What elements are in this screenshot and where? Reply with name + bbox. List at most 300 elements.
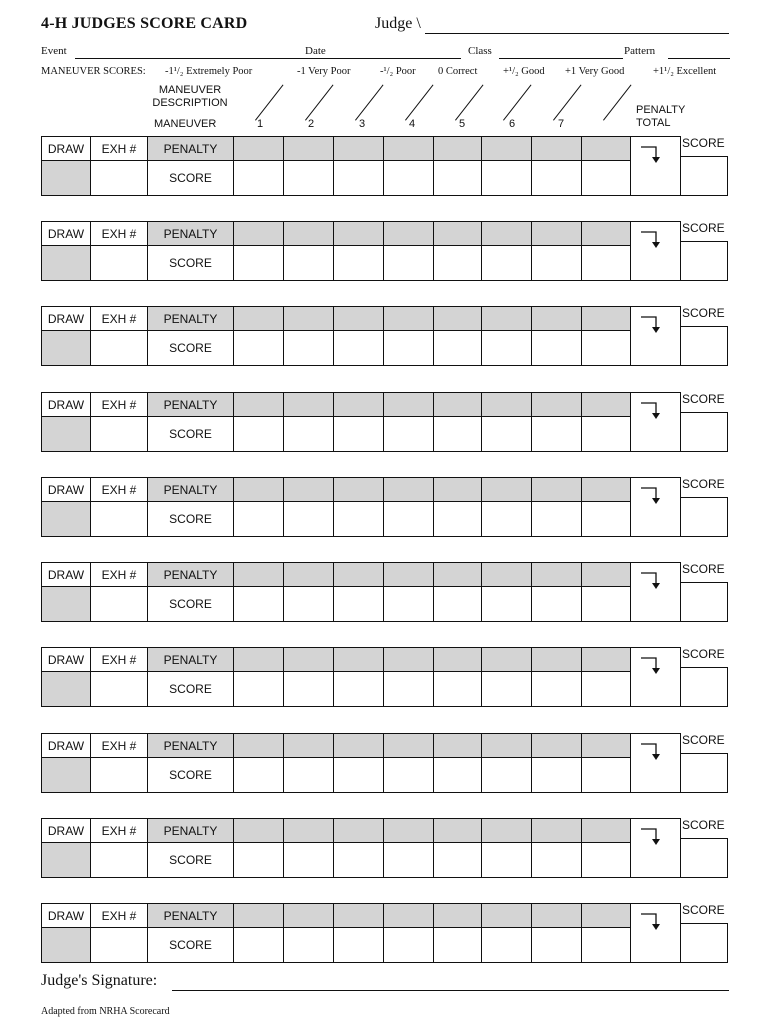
- maneuver-score-cell[interactable]: [233, 416, 284, 452]
- event-label: Event: [41, 45, 67, 57]
- penalty-cell[interactable]: [581, 392, 631, 417]
- final-score-label: SCORE: [682, 221, 725, 235]
- maneuver-score-cell[interactable]: [531, 416, 582, 452]
- maneuver-score-cell[interactable]: [233, 757, 284, 793]
- maneuver-score-cell[interactable]: [283, 501, 334, 537]
- draw-label: DRAW: [41, 647, 91, 672]
- maneuver-score-cell[interactable]: [333, 927, 384, 963]
- score-label: SCORE: [147, 160, 234, 196]
- maneuver-score-cell[interactable]: [581, 330, 631, 366]
- penalty-cell[interactable]: [233, 818, 284, 843]
- penalty-cell[interactable]: [481, 818, 532, 843]
- exh-label: EXH #: [90, 392, 148, 417]
- score-card: [41, 392, 729, 452]
- exh-label: EXH #: [90, 903, 148, 928]
- maneuver-score-cell[interactable]: [233, 586, 284, 622]
- maneuver-score-cell[interactable]: [581, 671, 631, 707]
- maneuver-score-cell[interactable]: [433, 671, 482, 707]
- penalty-cell[interactable]: [333, 818, 384, 843]
- penalty-cell[interactable]: [531, 306, 582, 331]
- maneuver-score-cell[interactable]: [531, 842, 582, 878]
- penalty-total-cell[interactable]: [630, 392, 681, 452]
- penalty-label: PENALTY: [147, 562, 234, 587]
- maneuver-score-cell[interactable]: [481, 330, 532, 366]
- maneuver-header: MANEUVER: [154, 118, 217, 130]
- maneuver-score-cell[interactable]: [531, 757, 582, 793]
- date-label: Date: [305, 45, 326, 57]
- penalty-total-cell[interactable]: [630, 136, 681, 196]
- arrow-down-icon: [639, 738, 669, 764]
- header-slash: [355, 85, 383, 121]
- maneuver-score-cell[interactable]: [333, 842, 384, 878]
- penalty-cell[interactable]: [383, 477, 434, 502]
- maneuver-score-cell[interactable]: [531, 501, 582, 537]
- maneuver-score-cell[interactable]: [383, 160, 434, 196]
- penalty-cell[interactable]: [383, 647, 434, 672]
- maneuver-score-cell[interactable]: [233, 501, 284, 537]
- score-card: [41, 221, 729, 281]
- maneuver-number: 3: [359, 118, 366, 130]
- maneuver-score-cell[interactable]: [283, 757, 334, 793]
- maneuver-score-cell[interactable]: [233, 160, 284, 196]
- maneuver-score-cell[interactable]: [433, 757, 482, 793]
- maneuver-score-cell[interactable]: [531, 245, 582, 281]
- final-score-cell[interactable]: [680, 412, 728, 452]
- penalty-cell[interactable]: [283, 562, 334, 587]
- penalty-cell[interactable]: [233, 221, 284, 246]
- maneuver-score-cell[interactable]: [481, 757, 532, 793]
- exh-number-cell[interactable]: [90, 160, 148, 196]
- penalty-label: PENALTY: [147, 477, 234, 502]
- maneuver-score-cell[interactable]: [383, 842, 434, 878]
- draw-cell[interactable]: [41, 757, 91, 793]
- maneuver-score-cell[interactable]: [531, 330, 582, 366]
- penalty-cell[interactable]: [283, 733, 334, 758]
- pattern-field[interactable]: [668, 58, 730, 59]
- penalty-cell[interactable]: [233, 562, 284, 587]
- exh-label: EXH #: [90, 136, 148, 161]
- final-score-cell[interactable]: [680, 667, 728, 707]
- penalty-cell[interactable]: [481, 647, 532, 672]
- maneuver-score-cell[interactable]: [283, 671, 334, 707]
- maneuver-score-cell[interactable]: [283, 245, 334, 281]
- penalty-cell[interactable]: [283, 136, 334, 161]
- maneuver-score-cell[interactable]: [333, 245, 384, 281]
- final-score-label: SCORE: [682, 562, 725, 576]
- final-score-cell[interactable]: [680, 838, 728, 878]
- exh-label: EXH #: [90, 647, 148, 672]
- penalty-cell[interactable]: [283, 221, 334, 246]
- final-score-label: SCORE: [682, 647, 725, 661]
- exh-number-cell[interactable]: [90, 671, 148, 707]
- penalty-cell[interactable]: [581, 562, 631, 587]
- draw-cell[interactable]: [41, 501, 91, 537]
- exh-number-cell[interactable]: [90, 330, 148, 366]
- exh-label: EXH #: [90, 562, 148, 587]
- arrow-down-icon: [639, 908, 669, 934]
- maneuver-score-cell[interactable]: [233, 330, 284, 366]
- penalty-cell[interactable]: [433, 136, 482, 161]
- final-score-label: SCORE: [682, 392, 725, 406]
- penalty-cell[interactable]: [481, 136, 532, 161]
- penalty-total-cell[interactable]: [630, 562, 681, 622]
- judge-label: Judge \: [375, 15, 421, 32]
- penalty-cell[interactable]: [433, 647, 482, 672]
- penalty-cell[interactable]: [433, 903, 482, 928]
- penalty-total-cell[interactable]: [630, 903, 681, 963]
- maneuver-score-cell[interactable]: [383, 501, 434, 537]
- exh-label: EXH #: [90, 818, 148, 843]
- maneuver-score-cell[interactable]: [581, 501, 631, 537]
- maneuver-score-cell[interactable]: [383, 416, 434, 452]
- header-slash: [455, 85, 483, 121]
- score-card: [41, 477, 729, 537]
- maneuver-score-cell[interactable]: [333, 501, 384, 537]
- header-slash: [503, 85, 531, 121]
- penalty-total-cell[interactable]: [630, 221, 681, 281]
- maneuver-score-cell[interactable]: [433, 330, 482, 366]
- class-field[interactable]: [499, 58, 623, 59]
- penalty-cell[interactable]: [433, 306, 482, 331]
- maneuver-score-cell[interactable]: [283, 330, 334, 366]
- arrow-down-icon: [639, 141, 669, 167]
- draw-label: DRAW: [41, 136, 91, 161]
- penalty-label: PENALTY: [147, 392, 234, 417]
- scale-item: -¹/₂ Poor: [380, 66, 416, 77]
- penalty-cell[interactable]: [481, 562, 532, 587]
- header-slash: [603, 85, 631, 121]
- penalty-cell[interactable]: [581, 477, 631, 502]
- penalty-cell[interactable]: [481, 903, 532, 928]
- penalty-cell[interactable]: [581, 306, 631, 331]
- header-slash: [553, 85, 581, 121]
- header-slash: [255, 85, 283, 121]
- penalty-cell[interactable]: [233, 903, 284, 928]
- maneuver-score-cell[interactable]: [481, 927, 532, 963]
- page-title: 4-H JUDGES SCORE CARD: [41, 15, 248, 32]
- signature-field[interactable]: [172, 990, 729, 991]
- draw-cell[interactable]: [41, 842, 91, 878]
- penalty-cell[interactable]: [481, 477, 532, 502]
- penalty-cell[interactable]: [433, 562, 482, 587]
- pattern-label: Pattern: [624, 45, 656, 57]
- class-label: Class: [468, 45, 492, 57]
- score-card: [41, 733, 729, 793]
- maneuver-score-cell[interactable]: [333, 330, 384, 366]
- scale-item: -1¹/₂ Extremely Poor: [165, 66, 253, 77]
- maneuver-score-cell[interactable]: [481, 160, 532, 196]
- maneuver-score-cell[interactable]: [433, 927, 482, 963]
- penalty-cell[interactable]: [531, 903, 582, 928]
- penalty-cell[interactable]: [233, 392, 284, 417]
- score-card: [41, 136, 729, 196]
- draw-cell[interactable]: [41, 416, 91, 452]
- penalty-label: PENALTY: [147, 136, 234, 161]
- score-card: [41, 306, 729, 366]
- penalty-cell[interactable]: [333, 392, 384, 417]
- penalty-cell[interactable]: [233, 733, 284, 758]
- draw-label: DRAW: [41, 392, 91, 417]
- draw-cell[interactable]: [41, 330, 91, 366]
- maneuver-score-cell[interactable]: [481, 245, 532, 281]
- penalty-label: PENALTY: [147, 733, 234, 758]
- penalty-cell[interactable]: [481, 392, 532, 417]
- maneuver-score-cell[interactable]: [383, 330, 434, 366]
- maneuver-score-cell[interactable]: [233, 927, 284, 963]
- final-score-cell[interactable]: [680, 923, 728, 963]
- arrow-down-icon: [639, 567, 669, 593]
- arrow-down-icon: [639, 226, 669, 252]
- score-label: SCORE: [147, 757, 234, 793]
- scale-item: +1 Very Good: [565, 66, 625, 77]
- score-label: SCORE: [147, 586, 234, 622]
- maneuver-score-cell[interactable]: [531, 671, 582, 707]
- penalty-cell[interactable]: [383, 562, 434, 587]
- penalty-cell[interactable]: [433, 733, 482, 758]
- draw-label: DRAW: [41, 477, 91, 502]
- arrow-down-icon: [639, 482, 669, 508]
- scale-item: 0 Correct: [438, 66, 478, 77]
- exh-number-cell[interactable]: [90, 501, 148, 537]
- maneuver-score-cell[interactable]: [433, 501, 482, 537]
- penalty-cell[interactable]: [581, 221, 631, 246]
- maneuver-number: 5: [459, 118, 466, 130]
- penalty-total-cell[interactable]: [630, 477, 681, 537]
- penalty-cell[interactable]: [433, 477, 482, 502]
- penalty-cell[interactable]: [531, 136, 582, 161]
- penalty-cell[interactable]: [283, 818, 334, 843]
- penalty-cell[interactable]: [433, 221, 482, 246]
- adapted-note: Adapted from NRHA Scorecard: [41, 1006, 170, 1017]
- maneuver-score-cell[interactable]: [531, 160, 582, 196]
- final-score-label: SCORE: [682, 818, 725, 832]
- judge-name-field[interactable]: [425, 33, 729, 34]
- maneuver-score-cell[interactable]: [531, 586, 582, 622]
- maneuver-score-cell[interactable]: [283, 416, 334, 452]
- event-field[interactable]: [75, 58, 343, 59]
- maneuver-score-cell[interactable]: [233, 245, 284, 281]
- scale-item: +1¹/₂ Excellent: [653, 66, 717, 77]
- final-score-cell[interactable]: [680, 497, 728, 537]
- final-score-label: SCORE: [682, 136, 725, 150]
- maneuver-score-cell[interactable]: [333, 586, 384, 622]
- penalty-cell[interactable]: [383, 392, 434, 417]
- arrow-down-icon: [639, 823, 669, 849]
- score-label: SCORE: [147, 842, 234, 878]
- penalty-cell[interactable]: [283, 392, 334, 417]
- final-score-cell[interactable]: [680, 241, 728, 281]
- maneuver-score-cell[interactable]: [283, 586, 334, 622]
- penalty-label: PENALTY: [147, 647, 234, 672]
- maneuver-number: 7: [558, 118, 565, 130]
- maneuver-score-cell[interactable]: [383, 586, 434, 622]
- maneuver-number: 4: [409, 118, 416, 130]
- maneuver-score-cell[interactable]: [481, 842, 532, 878]
- score-card: [41, 647, 729, 707]
- maneuver-score-cell[interactable]: [233, 842, 284, 878]
- penalty-total-header: PENALTY TOTAL: [636, 104, 686, 129]
- penalty-cell[interactable]: [531, 818, 582, 843]
- maneuver-score-cell[interactable]: [481, 416, 532, 452]
- penalty-cell[interactable]: [333, 477, 384, 502]
- exh-number-cell[interactable]: [90, 927, 148, 963]
- score-label: SCORE: [147, 416, 234, 452]
- penalty-cell[interactable]: [283, 647, 334, 672]
- maneuver-score-cell[interactable]: [433, 416, 482, 452]
- maneuver-score-cell[interactable]: [581, 842, 631, 878]
- draw-label: DRAW: [41, 221, 91, 246]
- maneuver-score-cell[interactable]: [581, 160, 631, 196]
- penalty-cell[interactable]: [333, 306, 384, 331]
- scale-label: MANEUVER SCORES:: [41, 66, 146, 77]
- exh-number-cell[interactable]: [90, 416, 148, 452]
- maneuver-scores-scale: [41, 66, 741, 82]
- score-label: SCORE: [147, 330, 234, 366]
- penalty-label: PENALTY: [147, 306, 234, 331]
- penalty-cell[interactable]: [581, 647, 631, 672]
- maneuver-score-cell[interactable]: [531, 927, 582, 963]
- penalty-cell[interactable]: [581, 818, 631, 843]
- signature-label: Judge's Signature:: [41, 972, 158, 989]
- final-score-label: SCORE: [682, 903, 725, 917]
- penalty-total-cell[interactable]: [630, 306, 681, 366]
- maneuver-score-cell[interactable]: [383, 245, 434, 281]
- final-score-cell[interactable]: [680, 156, 728, 196]
- penalty-cell[interactable]: [433, 392, 482, 417]
- date-field[interactable]: [333, 58, 461, 59]
- maneuver-score-cell[interactable]: [433, 842, 482, 878]
- final-score-cell[interactable]: [680, 326, 728, 366]
- maneuver-description-header: MANEUVER DESCRIPTION: [152, 84, 228, 109]
- maneuver-score-cell[interactable]: [283, 842, 334, 878]
- maneuver-score-cell[interactable]: [581, 757, 631, 793]
- penalty-label: PENALTY: [147, 903, 234, 928]
- draw-cell[interactable]: [41, 671, 91, 707]
- draw-cell[interactable]: [41, 245, 91, 281]
- penalty-cell[interactable]: [531, 647, 582, 672]
- maneuver-score-cell[interactable]: [433, 160, 482, 196]
- penalty-cell[interactable]: [531, 477, 582, 502]
- maneuver-score-cell[interactable]: [581, 927, 631, 963]
- draw-label: DRAW: [41, 562, 91, 587]
- maneuver-score-cell[interactable]: [581, 245, 631, 281]
- penalty-cell[interactable]: [383, 818, 434, 843]
- maneuver-score-cell[interactable]: [383, 757, 434, 793]
- penalty-cell[interactable]: [233, 136, 284, 161]
- exh-label: EXH #: [90, 306, 148, 331]
- penalty-cell[interactable]: [333, 221, 384, 246]
- maneuver-score-cell[interactable]: [481, 586, 532, 622]
- final-score-label: SCORE: [682, 306, 725, 320]
- penalty-cell[interactable]: [283, 477, 334, 502]
- maneuver-score-cell[interactable]: [581, 416, 631, 452]
- draw-cell[interactable]: [41, 586, 91, 622]
- exh-number-cell[interactable]: [90, 586, 148, 622]
- score-label: SCORE: [147, 927, 234, 963]
- penalty-cell[interactable]: [283, 903, 334, 928]
- exh-number-cell[interactable]: [90, 842, 148, 878]
- penalty-cell[interactable]: [481, 733, 532, 758]
- draw-label: DRAW: [41, 733, 91, 758]
- penalty-cell[interactable]: [333, 136, 384, 161]
- header-slash: [405, 85, 433, 121]
- penalty-cell[interactable]: [283, 306, 334, 331]
- exh-number-cell[interactable]: [90, 245, 148, 281]
- final-score-label: SCORE: [682, 733, 725, 747]
- maneuver-score-cell[interactable]: [333, 416, 384, 452]
- penalty-cell[interactable]: [531, 733, 582, 758]
- penalty-cell[interactable]: [233, 477, 284, 502]
- penalty-cell[interactable]: [581, 903, 631, 928]
- penalty-cell[interactable]: [333, 647, 384, 672]
- maneuver-score-cell[interactable]: [481, 671, 532, 707]
- header-slash: [305, 85, 333, 121]
- penalty-cell[interactable]: [233, 306, 284, 331]
- maneuver-score-cell[interactable]: [481, 501, 532, 537]
- penalty-cell[interactable]: [333, 903, 384, 928]
- final-score-cell[interactable]: [680, 582, 728, 622]
- penalty-cell[interactable]: [433, 818, 482, 843]
- draw-label: DRAW: [41, 306, 91, 331]
- penalty-total-cell[interactable]: [630, 647, 681, 707]
- maneuver-score-cell[interactable]: [333, 757, 384, 793]
- penalty-cell[interactable]: [581, 733, 631, 758]
- penalty-total-cell[interactable]: [630, 818, 681, 878]
- penalty-cell[interactable]: [383, 221, 434, 246]
- maneuver-score-cell[interactable]: [233, 671, 284, 707]
- draw-cell[interactable]: [41, 927, 91, 963]
- penalty-cell[interactable]: [581, 136, 631, 161]
- score-card: [41, 562, 729, 622]
- penalty-cell[interactable]: [383, 903, 434, 928]
- score-label: SCORE: [147, 245, 234, 281]
- penalty-cell[interactable]: [383, 136, 434, 161]
- exh-label: EXH #: [90, 221, 148, 246]
- penalty-total-cell[interactable]: [630, 733, 681, 793]
- penalty-cell[interactable]: [233, 647, 284, 672]
- arrow-down-icon: [639, 311, 669, 337]
- maneuver-score-cell[interactable]: [433, 586, 482, 622]
- penalty-cell[interactable]: [531, 221, 582, 246]
- penalty-cell[interactable]: [333, 733, 384, 758]
- maneuver-number: 2: [308, 118, 315, 130]
- penalty-cell[interactable]: [383, 306, 434, 331]
- penalty-cell[interactable]: [531, 392, 582, 417]
- penalty-cell[interactable]: [383, 733, 434, 758]
- draw-cell[interactable]: [41, 160, 91, 196]
- exh-number-cell[interactable]: [90, 757, 148, 793]
- maneuver-score-cell[interactable]: [283, 927, 334, 963]
- penalty-cell[interactable]: [531, 562, 582, 587]
- penalty-label: PENALTY: [147, 221, 234, 246]
- penalty-cell[interactable]: [333, 562, 384, 587]
- maneuver-number: 1: [257, 118, 264, 130]
- maneuver-score-cell[interactable]: [383, 927, 434, 963]
- score-label: SCORE: [147, 671, 234, 707]
- maneuver-score-cell[interactable]: [433, 245, 482, 281]
- maneuver-score-cell[interactable]: [333, 671, 384, 707]
- penalty-cell[interactable]: [481, 221, 532, 246]
- penalty-cell[interactable]: [481, 306, 532, 331]
- maneuver-score-cell[interactable]: [333, 160, 384, 196]
- maneuver-score-cell[interactable]: [383, 671, 434, 707]
- maneuver-score-cell[interactable]: [581, 586, 631, 622]
- final-score-cell[interactable]: [680, 753, 728, 793]
- maneuver-score-cell[interactable]: [283, 160, 334, 196]
- exh-label: EXH #: [90, 733, 148, 758]
- draw-label: DRAW: [41, 818, 91, 843]
- arrow-down-icon: [639, 652, 669, 678]
